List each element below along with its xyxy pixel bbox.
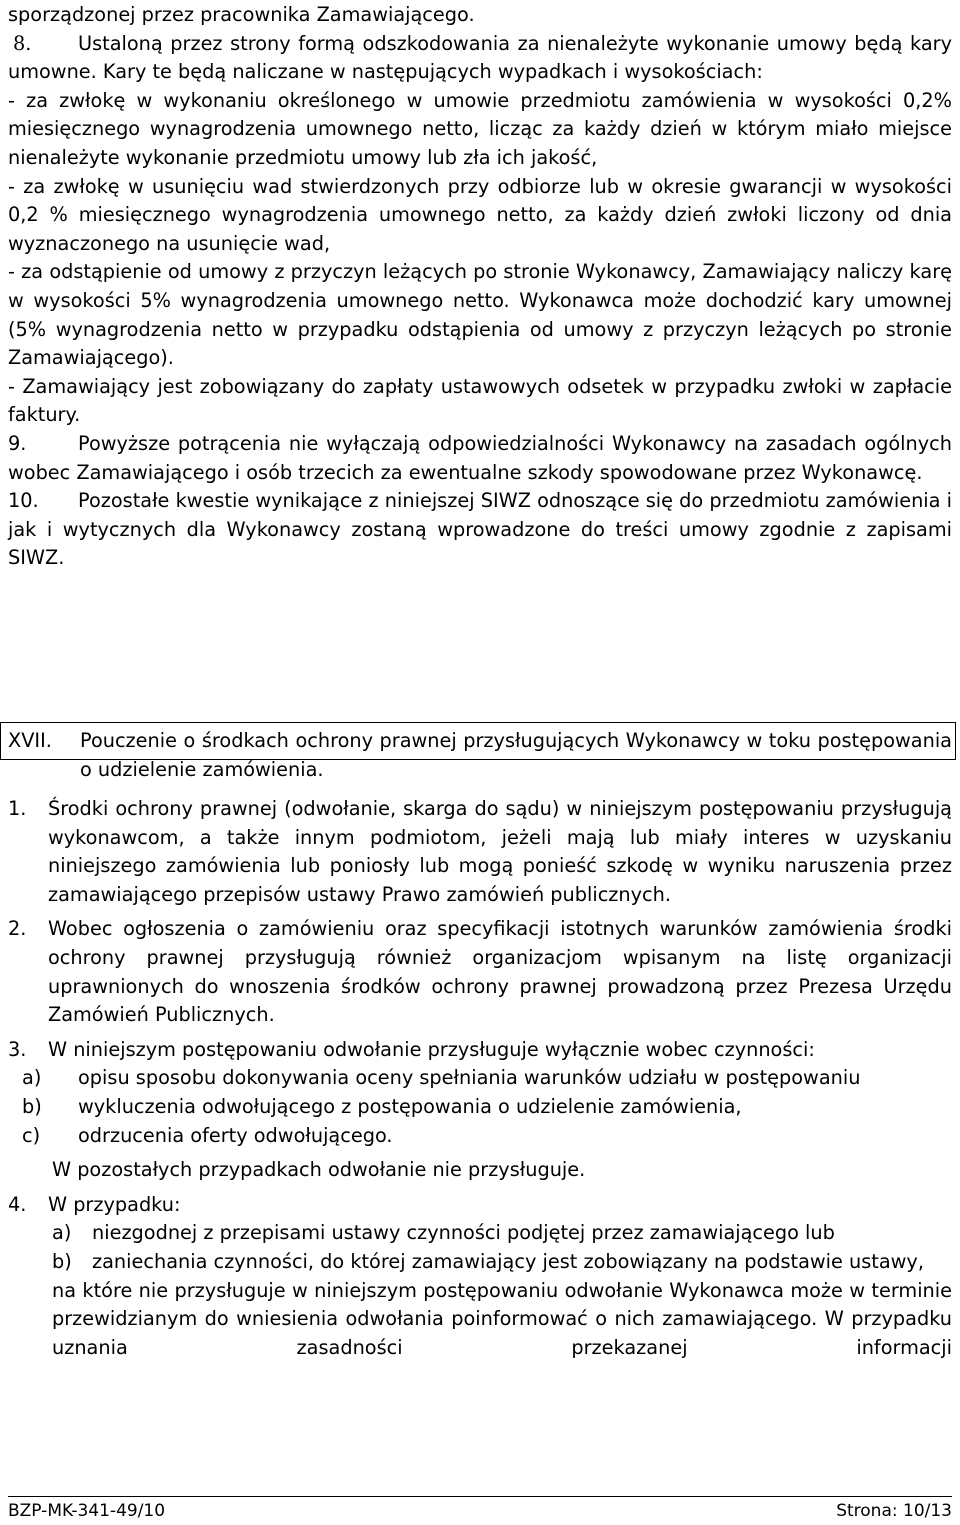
item-3 (8, 1036, 952, 1065)
item-4-number: 4. (8, 1192, 27, 1216)
item-2-number: 2. (8, 917, 27, 941)
item-3a-key: a) (22, 1066, 42, 1090)
paragraph-9-text: Powyższe potrącenia nie wyłączają odpowiedzialności Wykonawcy na zasadach ogólnych wobec Zamawiającego i osób trzecich za ewentualne szkody spowodowane przez Wykonawcę. (8, 431, 952, 484)
item-1-number: 1. (8, 797, 27, 820)
item-3c-key: c) (22, 1123, 41, 1147)
penalty-item-2: - za zwłokę w usunięciu wad stwierdzonych przy odbiorze lub w okresie gwarancji w wysokości 0,2 % miesięcznego wynagrodzenia umownego netto, za każdy dzień zwłoki liczony od dnia wyznaczonego na usunięcie wad, (8, 174, 952, 255)
page-number: Strona: 10/13 (836, 1501, 952, 1521)
item-4b-key: b) (52, 1249, 72, 1273)
item-4-text: W przypadku: (48, 1192, 181, 1216)
section-title: Pouczenie o środkach ochrony prawnej przysługujących Wykonawcy w toku postępowania o udzielenie zamówienia. (80, 729, 952, 781)
item-4b-text: zaniechania czynności, do której zamawiający jest zobowiązany na podstawie ustawy, (92, 1249, 924, 1273)
top-section (8, 1, 952, 573)
page-footer (8, 1496, 952, 1521)
paragraph-8-number: 8. (13, 31, 32, 55)
item-3b-text: wykluczenia odwołującego z postępowania o udzielenie zamówienia, (78, 1094, 742, 1118)
section-number: XVII. (8, 729, 52, 752)
item-4a-text: niezgodnej z przepisami ustawy czynności podjętej przez zamawiającego lub (92, 1221, 835, 1245)
item-3-text: W niniejszym postępowaniu odwołanie przysługuje wyłącznie wobec czynności: (48, 1037, 815, 1061)
item-3-tail: W pozostałych przypadkach odwołanie nie przysługuje. (52, 1158, 586, 1182)
item-3a-text: opisu sposobu dokonywania oceny spełniania warunków udziału w postępowaniu (78, 1066, 861, 1090)
item-1 (8, 795, 952, 909)
section-heading (8, 727, 952, 784)
item-3c (8, 1122, 952, 1151)
penalty-item-1: - za zwłokę w wykonaniu określonego w umowie przedmiotu zamówienia w wysokości 0,2% miesięcznego wynagrodzenia umownego netto, licząc za każdy dzień w którym miało miejsce nienależyte wykonanie przedmiotu umowy lub zła ich jakość, (8, 88, 952, 169)
item-3a (8, 1064, 952, 1093)
item-4-tail: na które nie przysługuje w niniejszym postępowaniu odwołanie Wykonawca może w terminie przewidzianym do wniesienia odwołania poinformować o nich zamawiającego. W przypadku uznania zasadności przekazanej informacji (52, 1278, 952, 1359)
paragraph-9-number: 9. (8, 431, 27, 455)
section-items (8, 795, 952, 1362)
paragraph-8-text: Ustaloną przez strony formą odszkodowania za nienależyte wykonanie umowy będą kary umowne. Kary te będą naliczane w następujących wypadkach i wysokościach: (8, 31, 952, 84)
item-3b-key: b) (22, 1094, 42, 1118)
item-2 (8, 915, 952, 1029)
document-reference: BZP-MK-341-49/10 (8, 1501, 166, 1521)
penalty-item-4: - Zamawiający jest zobowiązany do zapłaty ustawowych odsetek w przypadku zwłoki w zapłacie faktury. (8, 374, 952, 427)
item-4 (8, 1191, 952, 1220)
item-4a (8, 1219, 952, 1248)
item-4b (8, 1248, 952, 1277)
paragraph-8 (8, 30, 952, 87)
item-3b (8, 1093, 952, 1122)
paragraph-9 (8, 430, 952, 487)
item-2-text: Wobec ogłoszenia o zamówieniu oraz specyfikacji istotnych warunków zamówienia środki ochrony prawnej przysługują również organizacjom wpisanym na listę organizacji uprawnionych do wnoszenia środków ochrony prawnej prowadzoną przez Prezesa Urzędu Zamówień Publicznych. (48, 917, 952, 1027)
item-3-number: 3. (8, 1037, 27, 1061)
item-1-text: Środki ochrony prawnej (odwołanie, skarga do sądu) w niniejszym postępowaniu przysługują wykonawcom, a także innym podmiotom, jeżeli mają lub miały interes w uzyskaniu niniejszego zamówienia lub poniosły lub mogą ponieść szkodę w wyniku naruszenia przez zamawiającego przepisów ustawy Prawo zamówień publicznych. (48, 797, 952, 906)
paragraph-10-number: 10. (8, 489, 39, 513)
item-3c-text: odrzucenia oferty odwołującego. (78, 1123, 393, 1147)
paragraph-continuation: sporządzonej przez pracownika Zamawiającego. (8, 3, 475, 26)
paragraph-10 (8, 487, 952, 573)
paragraph-10-text: Pozostałe kwestie wynikające z niniejszej SIWZ odnoszące się do przedmiotu zamówienia i jak i wytycznych dla Wykonawcy zostaną wprowadzone do treści umowy zgodnie z zapisami SIWZ. (8, 489, 952, 570)
penalty-item-3: - za odstąpienie od umowy z przyczyn leżących po stronie Wykonawcy, Zamawiający naliczy karę w wysokości 5% wynagrodzenia umownego netto. Wykonawca może dochodzić kary umownej (5% wynagrodzenia netto w przypadku odstąpienia od umowy z przyczyn leżących po stronie Zamawiającego). (8, 260, 952, 370)
item-4a-key: a) (52, 1221, 72, 1245)
